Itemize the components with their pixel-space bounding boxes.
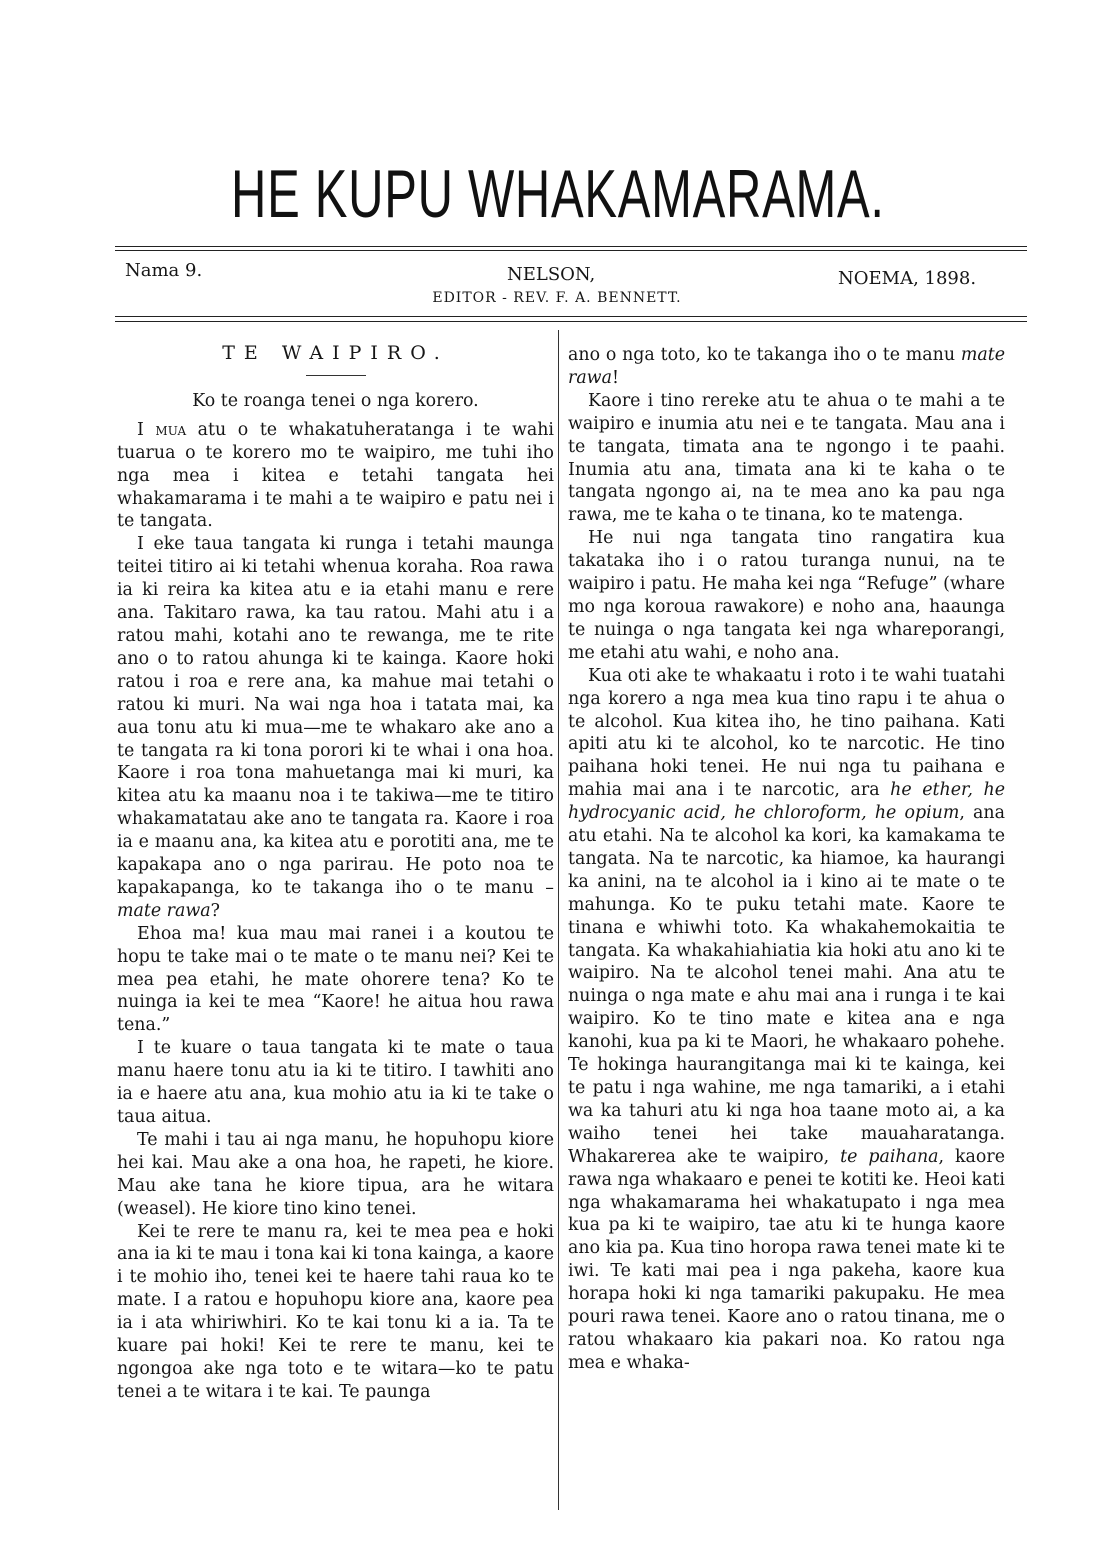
paragraph-text: I eke taua tangata ki runga i tetahi maunga teitei titiro ai ki tetahi whenua koraha. Roa rawa ia ki reira ka kitea atu e ia etahi manu e rere ana. Takitaro rawa, ka tau ratou. Mahi atu i a ratou mahi, kotahi ano te rewanga, me te rite ano o to ratou ahunga ki te kainga. Kaore hoki ratou i roa e rere ana, ka mahue mai tetahi o ratou ki muri. Na wai nga hoa i tatata mai, ka aua tonu atu ki mua—me te whakaro ake ano a te tangata ra ki tona porori ki te whai i ona hoa. Kaore i roa tona mahuetanga mai ki muri, ka kitea atu ka maanu noa i te takiwa—me te titiro whakamatatau ake ano te tangata ra. Kaore i roa ia e maanu ana, ka kitea atu e porotiti ana, me te kapakapa ano o nga parirau. He poto noa te kapakapanga, ko te takanga iho o te manu – bbox=[117, 534, 554, 898]
issue-date: NOEMA, 1898. bbox=[838, 268, 977, 289]
place-name: NELSON, bbox=[507, 264, 596, 285]
column-left bbox=[117, 340, 554, 1404]
masthead-title: HE KUPU WHAKAMARAMA. bbox=[230, 156, 885, 232]
italic-text: mate rawa bbox=[117, 900, 211, 921]
paragraph bbox=[568, 344, 1005, 390]
paragraph: I te kuare o taua tangata ki te mate o taua manu haere tonu atu ia ki te titiro. I tawhiti ano ia e haere atu ana, kua mohio atu ia ki te take o taua aitua. bbox=[117, 1038, 554, 1127]
issue-number: Nama 9. bbox=[125, 260, 203, 281]
title-rule bbox=[306, 375, 366, 376]
paragraph bbox=[117, 419, 554, 534]
header-rule-bottom bbox=[115, 316, 1027, 317]
article-subtitle: Ko te roanga tenei o nga korero. bbox=[192, 390, 479, 411]
italic-text: te paihana bbox=[840, 1146, 939, 1167]
paragraph-text: ! bbox=[611, 367, 619, 388]
paragraph bbox=[117, 533, 554, 922]
paragraph: Kei te rere te manu ra, kei te mea pea e hoki ana ia ki te mau i tona kai ki tona kainga, a kaore i te mohio iho, tenei kei te haere tahi raua ko te mate. I a ratou e hopuhopu kiore ana, kaore pea ia i ata whiriwhiri. Ko te kai tonu ki a ia. Ta te kuare pai hoki! Kei te rere te manu, kei te ngongoa ake nga toto e te witara—ko te patu tenei a te witara i te kai. Te paunga bbox=[117, 1221, 554, 1402]
column-divider bbox=[558, 330, 559, 1510]
paragraph-text: , ana atu etahi. Na te alcohol ka kori, ka kamakama te tangata. Na te narcotic, ka hiamoe, ka haurangi ka anini, na te alcohol ia i kino ai te mate o te mahunga. Ko te puku tetahi mate. Kaore te tinana e whiwhi toto. Ka whakahemokaitia te tangata. Ka whakahiahiatia kia hoki atu ano ki te waipiro. Na te alcohol tenei mahi. Ana atu te nuinga o nga mate e ahu mai ana i runga i te kai waipiro. Ko te tino mate e kitea ana e nga kanohi, kua pa ki te Maori, he whakaaro pohehe. Te hokinga haurangitanga mai ki te kainga, kei te patu i nga wahine, me nga tamariki, a i etahi wa ka tahuri atu ki nga hoa taane moto ai, a ka waiho tenei hei take mauaharatanga. Whakarerea ake te waipiro, bbox=[568, 803, 1005, 1167]
paragraph: Te mahi i tau ai nga manu, he hopuhopu kiore hei kai. Mau ake a ona hoa, he rapeti, he kiore. Mau ake tana he kiore tipua, ara he witara (weasel). He kiore tino kino tenei. bbox=[117, 1129, 554, 1219]
paragraph-text: ? bbox=[210, 900, 220, 921]
header-rule-top-2 bbox=[115, 250, 1027, 251]
editor-line: EDITOR - REV. F. A. BENNETT. bbox=[432, 290, 682, 306]
paragraph: Kaore i tino rereke atu te ahua o te mahi a te waipiro e inumia atu nei e te tangata. Mau ana i te tangata, timata ana te ngongo i te paahi. Inumia atu ana, timata ana ki te kaha o te tangata ngongo ai, na te mea ano ka pau nga rawa, me te kaha o te tinana, ko te matenga. bbox=[568, 390, 1005, 526]
paragraph-text: ano o nga toto, ko te takanga iho o te manu bbox=[568, 345, 961, 365]
italic-text: he ether, he hydrocyanic acid, he chloroform, he opium bbox=[568, 780, 1006, 824]
paragraph bbox=[568, 665, 1005, 1375]
article-title: TE WAIPIRO. bbox=[222, 342, 449, 364]
paragraph: Ehoa ma! kua mau mai ranei i a koutou te hopu te take mai o te mate o te manu nei? Kei te mea pea etahi, he mate ohorere tena? Ko te nuinga ia kei te mea “Kaore! he aitua hou rawa tena.” bbox=[117, 923, 554, 1036]
column-right bbox=[568, 344, 1005, 1375]
lead-in: I mua bbox=[137, 419, 187, 440]
header-rule-top bbox=[115, 246, 1027, 247]
paragraph-text: atu o te whakatuheratanga i te wahi tuarua o te korero mo te waipiro, me tuhi iho nga mea i kitea e tetahi tangata hei whakamarama i te mahi a te waipiro e patu nei i te tangata. bbox=[117, 419, 554, 532]
italic-text: mate rawa bbox=[568, 345, 1005, 388]
paragraph: He nui nga tangata tino rangatira kua takataka iho i o ratou turanga nunui, na te waipiro i patu. He maha kei nga “Refuge” (whare mo nga koroua rawakore) e noho ana, haaunga te nuinga o nga tangata kei nga whareporangi, me etahi atu wahi, e noho ana. bbox=[568, 528, 1005, 663]
paragraph-text: , kaore rawa nga whakaaro e penei te kotiti ke. Heoi kati nga whakamarama hei whakatupato i nga mea kua pa ki te waipiro, tae atu ki te hunga kaore ano kia pa. Kua tino horopa rawa tenei mate ki te iwi. Te kati mai pea i nga pakeha, kaore kua horapa hoki ki nga tamariki pakupaku. He mea pouri rawa tenei. Kaore ano o ratou tinana, me o ratou whakaaro kia pakari noa. Ko ratou nga mea e whaka- bbox=[568, 1146, 1006, 1373]
paragraph-text: Kua oti ake te whakaatu i roto i te wahi tuatahi nga korero a nga mea kua tino rapu i te ahua o te alcohol. Kua kitea iho, he tino paihana. Kati apiti atu ki te alcohol, ko te narcotic. He tino paihana hoki tenei. He nui nga tu paihana e mahia mai ana i te narcotic, ara bbox=[568, 665, 1005, 801]
header-rule-bottom-2 bbox=[115, 321, 1027, 322]
